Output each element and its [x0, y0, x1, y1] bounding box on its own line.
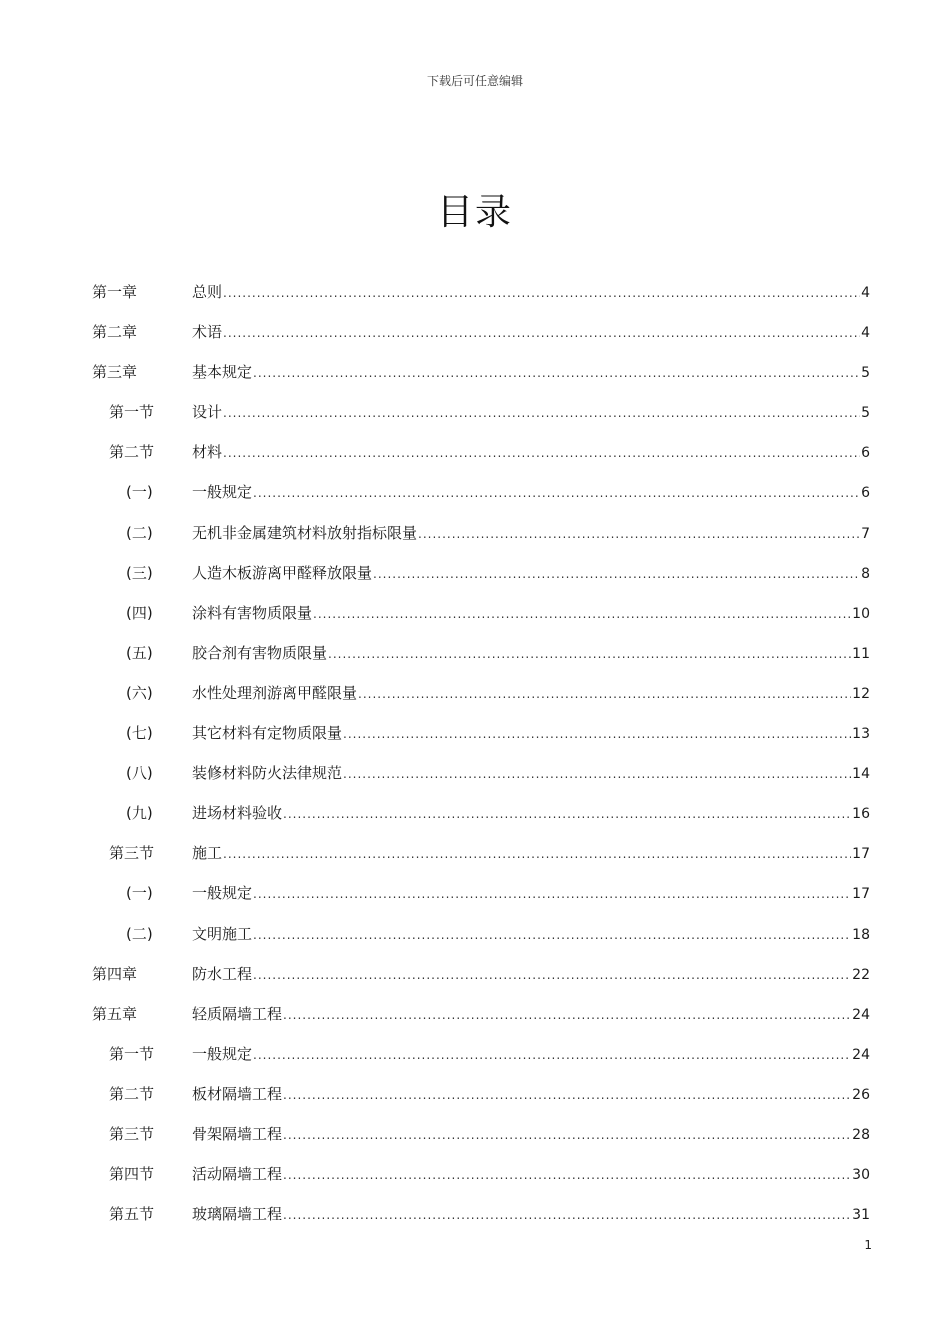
toc-entry-page-number: 17	[852, 886, 870, 903]
toc-entry-title[interactable]: 涂料有害物质限量	[192, 603, 313, 622]
toc-entry[interactable]	[92, 1202, 870, 1242]
toc-entry-page-number: 6	[861, 445, 870, 462]
toc-entry-line[interactable]	[192, 521, 870, 546]
toc-entry-page-number: 7	[861, 525, 870, 542]
toc-entry[interactable]	[92, 881, 870, 921]
toc-entry-label: 第三章	[92, 363, 138, 382]
toc-entry-line[interactable]	[192, 601, 870, 626]
toc-entry-label: (七)	[126, 724, 153, 743]
toc-entry-label: 第三节	[109, 844, 155, 863]
toc-entry-page-number: 8	[861, 565, 870, 582]
toc-entry-title[interactable]: 板材隔墙工程	[192, 1084, 283, 1103]
toc-dot-leader	[283, 1083, 851, 1107]
toc-entry[interactable]	[92, 1082, 870, 1122]
toc-entry-line[interactable]	[192, 1082, 870, 1107]
toc-entry-page-number: 13	[852, 726, 870, 743]
toc-entry-label: 第一章	[92, 283, 138, 301]
toc-entry[interactable]	[92, 1002, 870, 1042]
toc-dot-leader	[253, 1043, 851, 1067]
toc-entry-label: (一)	[126, 884, 153, 903]
toc-entry-title[interactable]: 一般规定	[192, 884, 253, 903]
toc-entry-title[interactable]: 活动隔墙工程	[192, 1165, 283, 1184]
toc-entry-title[interactable]: 轻质隔墙工程	[192, 1004, 283, 1023]
toc-entry-line[interactable]	[192, 681, 870, 706]
toc-entry-line[interactable]	[192, 1162, 870, 1187]
toc-entry-page-number: 30	[852, 1167, 870, 1184]
toc-entry-title[interactable]: 基本规定	[192, 363, 253, 382]
toc-entry-line[interactable]	[192, 1042, 870, 1067]
toc-entry-page-number: 31	[852, 1207, 870, 1224]
toc-entry-page-number: 16	[852, 806, 870, 823]
toc-entry-title[interactable]: 文明施工	[192, 924, 253, 943]
toc-entry-line[interactable]	[192, 320, 870, 345]
toc-entry-line[interactable]	[192, 280, 870, 305]
toc-entry-label: (三)	[126, 563, 153, 582]
toc-dot-leader	[253, 923, 851, 947]
toc-dot-leader	[223, 321, 860, 345]
toc-entry-label: 第一节	[109, 1044, 155, 1063]
toc-entry[interactable]	[92, 962, 870, 1002]
toc-entry-title[interactable]: 术语	[192, 323, 223, 342]
toc-entry[interactable]	[92, 601, 870, 641]
toc-dot-leader	[343, 722, 851, 746]
toc-entry-title[interactable]: 骨架隔墙工程	[192, 1124, 283, 1143]
toc-entry[interactable]	[92, 280, 870, 320]
toc-entry[interactable]	[92, 681, 870, 721]
toc-dot-leader	[223, 441, 860, 465]
toc-entry-label: 第二章	[92, 323, 138, 342]
toc-entry-line[interactable]	[192, 841, 870, 866]
toc-entry[interactable]	[92, 761, 870, 801]
toc-entry-label: (二)	[126, 924, 153, 943]
toc-entry-title[interactable]: 材料	[192, 443, 223, 462]
toc-entry-line[interactable]	[192, 1002, 870, 1027]
toc-dot-leader	[373, 562, 860, 586]
toc-entry-page-number: 28	[852, 1126, 870, 1143]
toc-entry-line[interactable]	[192, 962, 870, 987]
toc-entry-label: (二)	[126, 523, 153, 542]
toc-entry-title[interactable]: 其它材料有定物质限量	[192, 724, 343, 743]
toc-dot-leader	[283, 802, 851, 826]
toc-entry[interactable]	[92, 721, 870, 761]
toc-entry-page-number: 5	[861, 365, 870, 382]
toc-entry[interactable]	[92, 922, 870, 962]
toc-dot-leader	[253, 963, 851, 987]
page-title: 目录	[436, 192, 513, 233]
toc-entry[interactable]	[92, 521, 870, 561]
toc-entry-label: 第五章	[92, 1004, 138, 1023]
toc-entry-title[interactable]: 胶合剂有害物质限量	[192, 643, 328, 662]
toc-entry[interactable]	[92, 360, 870, 400]
toc-entry-line[interactable]	[192, 360, 870, 385]
toc-entry-title[interactable]: 一般规定	[192, 1044, 253, 1063]
toc-entry-label: 第四节	[109, 1165, 155, 1184]
toc-entry-title[interactable]: 设计	[192, 403, 223, 422]
toc-entry-title[interactable]: 一般规定	[192, 483, 253, 502]
toc-entry-line[interactable]	[192, 1122, 870, 1147]
toc-dot-leader	[328, 642, 851, 666]
toc-dot-leader	[313, 602, 851, 626]
toc-entry-label: (一)	[126, 483, 153, 502]
toc-entry-page-number: 24	[852, 1046, 870, 1063]
toc-entry-page-number: 14	[852, 766, 870, 783]
toc-entry-label: 第二节	[109, 443, 155, 462]
toc-entry-label: (八)	[126, 764, 153, 783]
toc-entry-label: (四)	[126, 603, 153, 622]
toc-entry-page-number: 17	[852, 846, 870, 863]
toc-entry-title[interactable]: 玻璃隔墙工程	[192, 1205, 283, 1224]
toc-entry-label: (五)	[126, 643, 153, 662]
toc-entry[interactable]	[92, 1162, 870, 1202]
toc-entry[interactable]	[92, 400, 870, 440]
toc-entry-line[interactable]	[192, 881, 870, 906]
toc-entry-line[interactable]	[192, 440, 870, 465]
toc-entry[interactable]	[92, 641, 870, 681]
toc-entry-line[interactable]	[192, 480, 870, 505]
toc-entry[interactable]	[92, 841, 870, 881]
toc-entry[interactable]	[92, 320, 870, 360]
toc-entry-label: 第二节	[109, 1084, 155, 1103]
toc-entry[interactable]	[92, 561, 870, 601]
toc-entry-title[interactable]: 施工	[192, 844, 223, 863]
toc-entry-label: (六)	[126, 683, 153, 702]
toc-entry[interactable]	[92, 480, 870, 520]
toc-entry-line[interactable]	[192, 400, 870, 425]
toc-entry-page-number: 4	[861, 325, 870, 342]
toc-dot-leader	[343, 762, 851, 786]
toc-entry-line[interactable]	[192, 561, 870, 586]
toc-entry[interactable]	[92, 801, 870, 841]
toc-entry-page-number: 6	[861, 485, 870, 502]
toc-entry-label: (九)	[126, 804, 153, 823]
toc-dot-leader	[418, 522, 860, 546]
header-note: 下载后可任意编辑	[426, 74, 523, 88]
toc-dot-leader	[283, 1003, 851, 1027]
toc-entry-page-number: 18	[852, 926, 870, 943]
toc-entry[interactable]	[92, 1122, 870, 1162]
toc-entry-page-number: 10	[852, 605, 870, 622]
toc-entry-label: 第四章	[92, 964, 138, 983]
toc-entry-page-number: 24	[852, 1006, 870, 1023]
toc-entry-line[interactable]	[192, 641, 870, 666]
toc-entry-line[interactable]	[192, 721, 870, 746]
toc-entry-page-number: 22	[852, 966, 870, 983]
toc-entry[interactable]	[92, 1042, 870, 1082]
toc-dot-leader	[223, 281, 860, 305]
toc-dot-leader	[283, 1123, 851, 1147]
toc-entry-page-number: 4	[861, 285, 870, 301]
toc-dot-leader	[358, 682, 851, 706]
toc-dot-leader	[253, 882, 851, 906]
toc-entry-label: 第三节	[109, 1124, 155, 1143]
toc-entry-line[interactable]	[192, 801, 870, 826]
toc-entry-title[interactable]: 装修材料防火法律规范	[192, 764, 343, 783]
toc-entry-title[interactable]: 进场材料验收	[192, 804, 283, 823]
toc-dot-leader	[223, 842, 851, 866]
toc-dot-leader	[283, 1163, 851, 1187]
toc-dot-leader	[283, 1203, 851, 1227]
toc-entry-label: 第一节	[109, 403, 155, 422]
toc-entry-page-number: 26	[852, 1086, 870, 1103]
toc-entry-line[interactable]	[192, 922, 870, 947]
toc-dot-leader	[223, 401, 860, 425]
page-number: 1	[864, 1238, 872, 1252]
toc-dot-leader	[253, 481, 860, 505]
toc-entry-label: 第五节	[109, 1205, 155, 1224]
toc-entry-page-number: 12	[852, 685, 870, 702]
toc-entry-title[interactable]: 水性处理剂游离甲醛限量	[192, 683, 358, 702]
toc-entry-title[interactable]: 防水工程	[192, 964, 253, 983]
toc-entry-page-number: 5	[861, 405, 870, 422]
toc-entry[interactable]	[92, 440, 870, 480]
toc-dot-leader	[253, 361, 860, 385]
toc-entry-page-number: 11	[852, 645, 870, 662]
toc-entry-line[interactable]	[192, 761, 870, 786]
toc-entry-title[interactable]: 无机非金属建筑材料放射指标限量	[192, 523, 418, 542]
toc-entry-title[interactable]: 人造木板游离甲醛释放限量	[192, 563, 373, 582]
table-of-contents	[92, 280, 870, 1242]
toc-entry-title[interactable]: 总则	[192, 283, 223, 301]
toc-entry-line[interactable]	[192, 1202, 870, 1227]
